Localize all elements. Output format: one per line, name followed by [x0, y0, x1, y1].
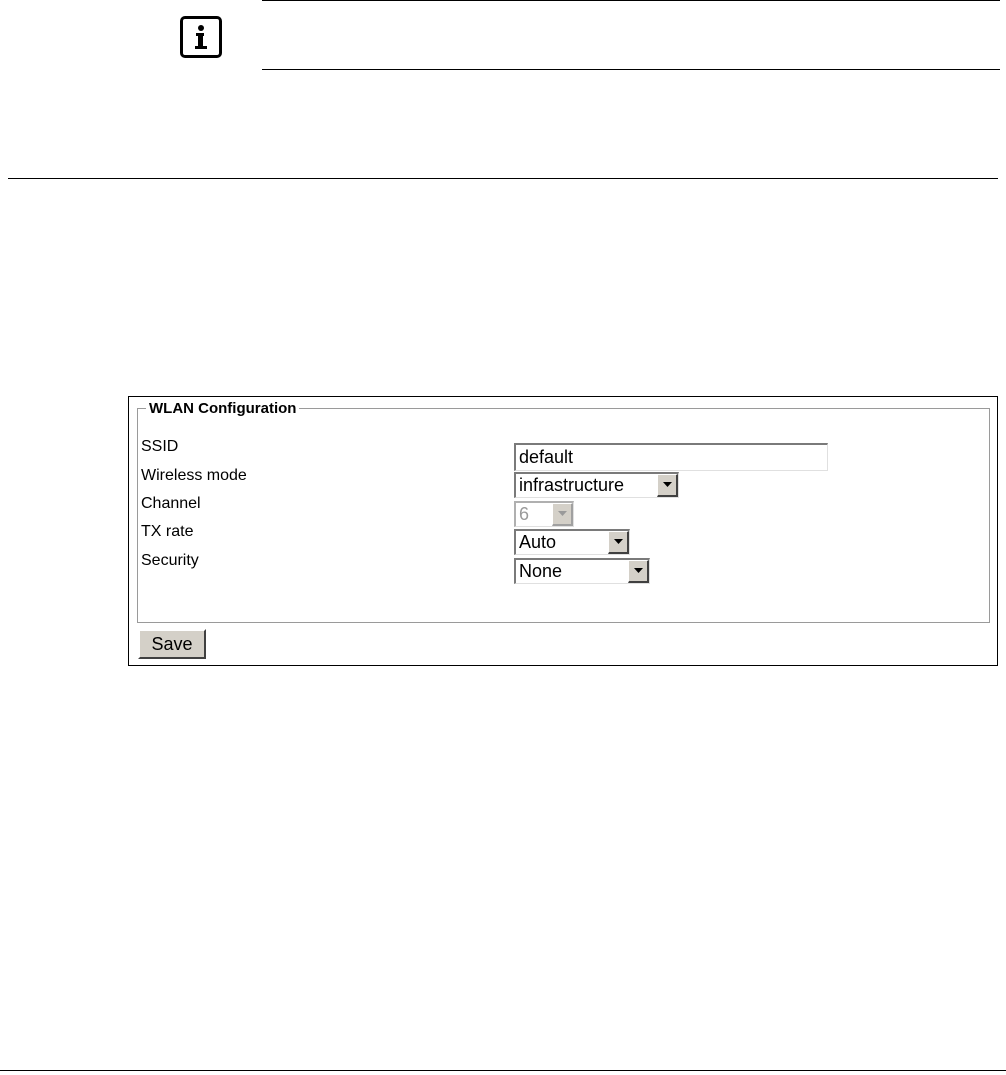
ssid-value: default	[519, 447, 574, 467]
footer-rule	[0, 1070, 1006, 1071]
security-label: Security	[141, 552, 199, 569]
security-value: None	[519, 561, 563, 581]
fieldset-legend: WLAN Configuration	[146, 400, 299, 417]
chevron-down-icon[interactable]	[628, 560, 649, 583]
wireless-mode-label: Wireless mode	[141, 467, 247, 484]
chevron-down-icon	[552, 503, 573, 526]
ssid-label: SSID	[141, 438, 179, 455]
channel-select[interactable]	[514, 501, 574, 527]
section-divider	[8, 178, 998, 179]
wireless-mode-select[interactable]	[514, 472, 679, 498]
channel-value: 6	[519, 504, 530, 524]
security-select[interactable]	[514, 558, 650, 584]
wireless-mode-value: infrastructure	[519, 475, 625, 495]
tx-rate-label: TX rate	[141, 523, 194, 540]
channel-label: Channel	[141, 495, 201, 512]
note-top-rule	[262, 0, 1000, 1]
chevron-down-icon[interactable]	[657, 474, 678, 497]
chevron-down-icon[interactable]	[608, 531, 629, 554]
save-button[interactable]: Save	[138, 629, 206, 659]
ssid-input[interactable]	[514, 443, 828, 471]
tx-rate-value: Auto	[519, 532, 557, 552]
info-icon	[180, 16, 222, 58]
wlan-configuration-screenshot	[128, 396, 998, 666]
wlan-configuration-fieldset	[137, 400, 990, 623]
tx-rate-select[interactable]	[514, 529, 630, 555]
note-bottom-rule	[262, 69, 1000, 70]
